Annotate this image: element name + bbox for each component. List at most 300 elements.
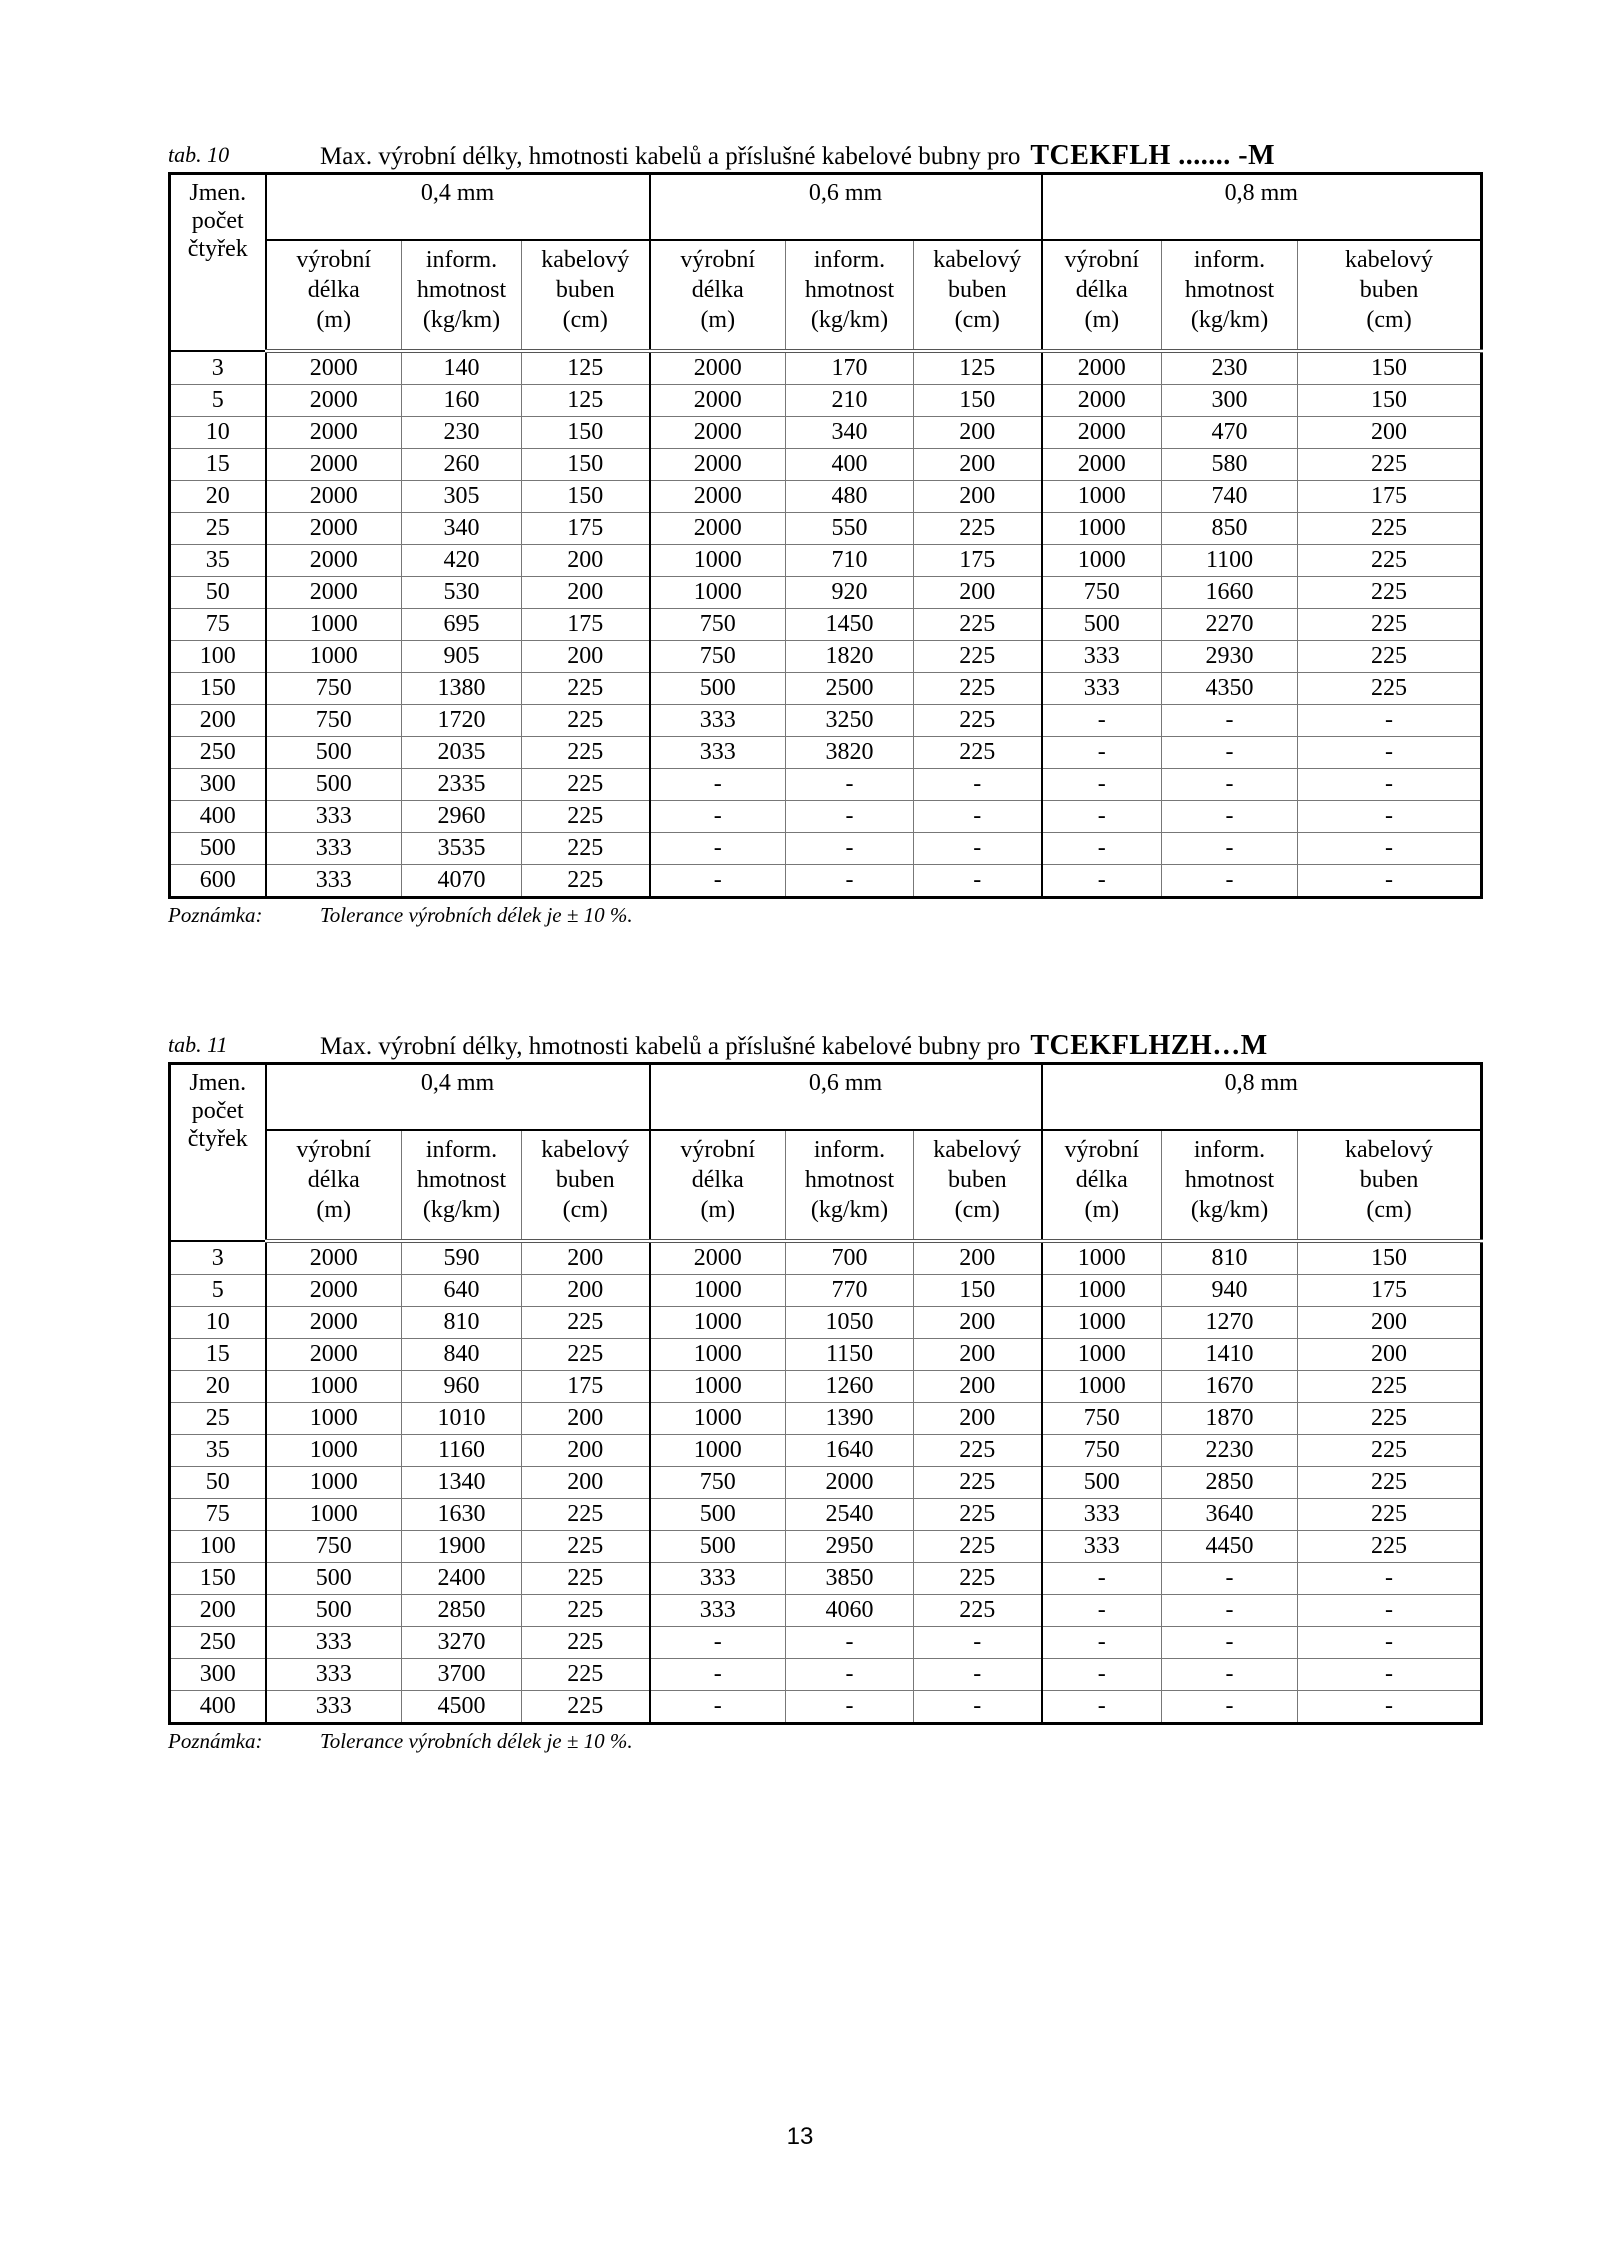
table-cell: 200 [914, 481, 1042, 513]
table-cell: 160 [402, 385, 522, 417]
table-cell: 210 [786, 385, 914, 417]
table-cell: - [650, 833, 786, 865]
table-cell: 225 [914, 737, 1042, 769]
header-line: počet [191, 1098, 244, 1124]
table-cell: 1000 [266, 609, 402, 641]
header-line: buben [555, 1167, 615, 1193]
header-line: (cm) [1366, 307, 1412, 333]
header-line: (kg/km) [1190, 1197, 1269, 1223]
table-cell: - [650, 1659, 786, 1691]
header-line: inform. [813, 1137, 886, 1163]
table-cell: 1380 [402, 673, 522, 705]
table-row [170, 449, 1482, 481]
table-cell: 750 [650, 1467, 786, 1499]
table-cell: 333 [1042, 1499, 1162, 1531]
table-cell: 200 [1298, 1307, 1482, 1339]
table-block-tab10 [168, 140, 1480, 929]
table-row [170, 769, 1482, 801]
table-cell: - [1162, 833, 1298, 865]
table-cell: 1340 [402, 1467, 522, 1499]
table-cell: 1000 [650, 577, 786, 609]
header-row-columns [170, 240, 1482, 351]
table-cell: 225 [914, 641, 1042, 673]
header-line: hmotnost [804, 1167, 895, 1193]
table-cell: 2000 [650, 385, 786, 417]
table-cell: 225 [522, 801, 650, 833]
header-line: kabelový [933, 1137, 1022, 1163]
table-cell: 333 [650, 737, 786, 769]
header-line: hmotnost [416, 277, 507, 303]
table-cell: - [1298, 769, 1482, 801]
table-cell: - [1298, 737, 1482, 769]
table-cell: - [786, 801, 914, 833]
header-cell-column [266, 240, 402, 351]
table-cell: 3535 [402, 833, 522, 865]
table-cell: 225 [522, 705, 650, 737]
table-cell: 225 [522, 1627, 650, 1659]
table-cell: - [1042, 1627, 1162, 1659]
table-cell: 2270 [1162, 609, 1298, 641]
table-cell: 1000 [1042, 481, 1162, 513]
table-row [170, 1627, 1482, 1659]
table-cell: 1260 [786, 1371, 914, 1403]
table-cell: 150 [914, 385, 1042, 417]
table-cell: - [786, 833, 914, 865]
table-cell: 225 [914, 1499, 1042, 1531]
table-cell: 2000 [1042, 385, 1162, 417]
header-cell-column [650, 1130, 786, 1241]
table-cell: 1410 [1162, 1339, 1298, 1371]
table-cell: 1000 [266, 1403, 402, 1435]
table-cell: - [1298, 1659, 1482, 1691]
table-cell: 700 [786, 1241, 914, 1275]
table-cell: 225 [522, 1499, 650, 1531]
table-cell: - [650, 1691, 786, 1724]
table-cell: 200 [522, 641, 650, 673]
header-line: (cm) [1366, 1197, 1412, 1223]
table-row [170, 609, 1482, 641]
table-cell: 225 [522, 1595, 650, 1627]
table-cell: 150 [1298, 385, 1482, 417]
table-cell: 225 [1298, 1467, 1482, 1499]
table-row [170, 801, 1482, 833]
table-cell: 3640 [1162, 1499, 1298, 1531]
table-cell: 225 [522, 1307, 650, 1339]
table-cell: 420 [402, 545, 522, 577]
table-cell: 920 [786, 577, 914, 609]
table-cell: 400 [170, 1691, 266, 1724]
table-cell: - [914, 833, 1042, 865]
table-cell: 810 [402, 1307, 522, 1339]
table-cell: 1050 [786, 1307, 914, 1339]
table-cell: 2000 [650, 1241, 786, 1275]
table-cell: 225 [914, 673, 1042, 705]
header-cell-column [1298, 240, 1482, 351]
table-title [320, 140, 1275, 172]
header-line: buben [947, 1167, 1007, 1193]
table-cell: 333 [650, 705, 786, 737]
table-cell: 3820 [786, 737, 914, 769]
table-cell: 200 [914, 1371, 1042, 1403]
table-cell: 695 [402, 609, 522, 641]
table-cell: 960 [402, 1371, 522, 1403]
table-cell: 1010 [402, 1403, 522, 1435]
table-cell: 500 [650, 1499, 786, 1531]
table-cell: 1000 [650, 545, 786, 577]
table-cell: 175 [914, 545, 1042, 577]
table-cell: 200 [522, 1241, 650, 1275]
table-cell: - [650, 1627, 786, 1659]
header-line: buben [1359, 277, 1419, 303]
table-cell: 15 [170, 449, 266, 481]
table-cell: 175 [522, 609, 650, 641]
table-row [170, 1339, 1482, 1371]
table-row [170, 1403, 1482, 1435]
table-cell: 1000 [266, 1467, 402, 1499]
table-cell: 400 [786, 449, 914, 481]
table-cell: 710 [786, 545, 914, 577]
table-cell: - [1162, 1595, 1298, 1627]
table-cell: - [1298, 801, 1482, 833]
table-cell: 225 [522, 769, 650, 801]
table-cell: 225 [1298, 1371, 1482, 1403]
table-cell: - [1162, 801, 1298, 833]
table-cell: 225 [1298, 449, 1482, 481]
table-cell: - [1298, 705, 1482, 737]
table-cell: 140 [402, 351, 522, 385]
table-cell: 175 [1298, 1275, 1482, 1307]
table-row [170, 833, 1482, 865]
table-cell: 2000 [650, 513, 786, 545]
table-cell: 340 [786, 417, 914, 449]
table-header [170, 1064, 1482, 1242]
header-line: kabelový [1345, 247, 1434, 273]
table-cell: 225 [914, 1435, 1042, 1467]
table-cell: 333 [650, 1595, 786, 1627]
table-cell: 4070 [402, 865, 522, 898]
table-row [170, 1595, 1482, 1627]
table-cell: 333 [266, 801, 402, 833]
table-cell: - [1162, 769, 1298, 801]
table-row [170, 351, 1482, 385]
table-cell: 4060 [786, 1595, 914, 1627]
table-cell: 2400 [402, 1563, 522, 1595]
table-cell: - [1042, 737, 1162, 769]
table-cell: 225 [914, 1467, 1042, 1499]
header-line: délka [691, 277, 744, 303]
table-row [170, 1467, 1482, 1499]
table-cell: 333 [1042, 673, 1162, 705]
table-cell: - [786, 1627, 914, 1659]
table-cell: - [1298, 865, 1482, 898]
table-cell: 225 [522, 865, 650, 898]
table-cell: 2930 [1162, 641, 1298, 673]
table-cell: 10 [170, 1307, 266, 1339]
table-cell: 150 [522, 449, 650, 481]
table-cell: 2000 [266, 351, 402, 385]
table-cell: - [786, 865, 914, 898]
table-cell: 1000 [1042, 1307, 1162, 1339]
table-cell: 1670 [1162, 1371, 1298, 1403]
table-caption [168, 140, 1480, 172]
table-cell: 2000 [650, 481, 786, 513]
header-cell-column [786, 240, 914, 351]
header-line: (cm) [954, 1197, 1000, 1223]
table-cell: 200 [1298, 417, 1482, 449]
table-cell: 340 [402, 513, 522, 545]
header-line: délka [307, 1167, 360, 1193]
table-note [168, 899, 1480, 929]
table-cell: 500 [170, 833, 266, 865]
table-cell: 2000 [266, 385, 402, 417]
table-cell: 150 [914, 1275, 1042, 1307]
table-cell: 1000 [1042, 1241, 1162, 1275]
header-line: inform. [1193, 1137, 1266, 1163]
header-line: výrobní [680, 247, 756, 273]
cable-table [168, 172, 1483, 899]
table-cell: 225 [522, 833, 650, 865]
table-cell: - [650, 801, 786, 833]
table-cell: 175 [522, 1371, 650, 1403]
table-cell: 175 [522, 513, 650, 545]
table-cell: 2960 [402, 801, 522, 833]
table-cell: 150 [1298, 351, 1482, 385]
note-label: Poznámka: [168, 1729, 263, 1753]
table-cell: 3850 [786, 1563, 914, 1595]
table-cell: 225 [914, 609, 1042, 641]
table-cell: 333 [266, 1627, 402, 1659]
table-cell: 1000 [650, 1339, 786, 1371]
table-row [170, 417, 1482, 449]
table-cell: 400 [170, 801, 266, 833]
table-cell: 225 [522, 1659, 650, 1691]
table-cell: 230 [402, 417, 522, 449]
header-cell-group: 0,4 mm [266, 1064, 650, 1131]
table-cell: 150 [170, 673, 266, 705]
table-cell: 50 [170, 577, 266, 609]
table-cell: - [1042, 1691, 1162, 1724]
table-cell: 750 [650, 609, 786, 641]
table-cell: 600 [170, 865, 266, 898]
table-cell: 5 [170, 385, 266, 417]
header-cell-column [786, 1130, 914, 1241]
table-cell: 4350 [1162, 673, 1298, 705]
table-cell: 225 [1298, 513, 1482, 545]
table-cell: 125 [914, 351, 1042, 385]
header-cell-column [402, 240, 522, 351]
header-cell-column [1042, 240, 1162, 351]
table-cell: - [1162, 1627, 1298, 1659]
header-line: výrobní [680, 1137, 756, 1163]
table-row [170, 1563, 1482, 1595]
header-line: čtyřek [187, 236, 248, 262]
table-cell: 75 [170, 609, 266, 641]
table-cell: 333 [266, 865, 402, 898]
table-cell: 1720 [402, 705, 522, 737]
table-cell: 1900 [402, 1531, 522, 1563]
table-cell: 333 [266, 1659, 402, 1691]
table-cell: 1820 [786, 641, 914, 673]
table-cell: 150 [522, 481, 650, 513]
table-row [170, 865, 1482, 898]
table-cell: 840 [402, 1339, 522, 1371]
table-cell: 225 [522, 1563, 650, 1595]
header-cell-column [1162, 1130, 1298, 1241]
table-cell: 1000 [650, 1435, 786, 1467]
table-cell: 530 [402, 577, 522, 609]
table-cell: 580 [1162, 449, 1298, 481]
table-cell: 20 [170, 481, 266, 513]
table-cell: 225 [1298, 641, 1482, 673]
table-cell: 1000 [650, 1275, 786, 1307]
table-cell: 200 [170, 1595, 266, 1627]
table-cell: - [1298, 1595, 1482, 1627]
table-cell: 750 [1042, 1435, 1162, 1467]
header-line: hmotnost [1184, 277, 1275, 303]
table-cell: 3 [170, 1241, 266, 1275]
table-cell: 250 [170, 737, 266, 769]
table-cell: 1100 [1162, 545, 1298, 577]
table-cell: 225 [522, 1339, 650, 1371]
table-cell: 2540 [786, 1499, 914, 1531]
table-cell: 750 [266, 705, 402, 737]
table-cell: 25 [170, 1403, 266, 1435]
table-cell: 200 [914, 1403, 1042, 1435]
table-cell: 2000 [1042, 417, 1162, 449]
table-cell: 150 [522, 417, 650, 449]
table-row [170, 1307, 1482, 1339]
table-cell: - [914, 1627, 1042, 1659]
table-cell: 2000 [650, 351, 786, 385]
header-line: (m) [1084, 1197, 1120, 1223]
table-cell: 225 [914, 1595, 1042, 1627]
table-title-text: Max. výrobní délky, hmotnosti kabelů a příslušné kabelové bubny pro [320, 1033, 1021, 1060]
table-cell: - [1042, 865, 1162, 898]
table-cell: 333 [1042, 641, 1162, 673]
note-label: Poznámka: [168, 903, 263, 927]
table-cell: 225 [1298, 545, 1482, 577]
table-cell: 2000 [266, 449, 402, 481]
table-cell: 2000 [266, 1275, 402, 1307]
header-line: (kg/km) [1190, 307, 1269, 333]
table-row [170, 1499, 1482, 1531]
table-cell: 75 [170, 1499, 266, 1531]
header-line: délka [1075, 1167, 1128, 1193]
table-cell: 300 [1162, 385, 1298, 417]
table-cell: 750 [1042, 1403, 1162, 1435]
header-line: (kg/km) [422, 307, 501, 333]
table-cell: 2000 [1042, 351, 1162, 385]
table-cell: - [786, 769, 914, 801]
header-cell-group: 0,6 mm [650, 1064, 1042, 1131]
header-cell-column [1162, 240, 1298, 351]
header-line: hmotnost [416, 1167, 507, 1193]
table-cell: 200 [522, 545, 650, 577]
table-cell: 200 [914, 417, 1042, 449]
table-cell: 750 [650, 641, 786, 673]
table-cell: 2000 [266, 1241, 402, 1275]
table-cell: 200 [914, 1307, 1042, 1339]
header-line: inform. [813, 247, 886, 273]
table-cell: 940 [1162, 1275, 1298, 1307]
header-cell-column [1042, 1130, 1162, 1241]
table-cell: 1000 [1042, 1275, 1162, 1307]
table-cell: 1160 [402, 1435, 522, 1467]
header-cell-group: 0,4 mm [266, 174, 650, 241]
table-cell: 2000 [266, 1339, 402, 1371]
header-line: (m) [700, 1197, 736, 1223]
table-cell: 1000 [650, 1307, 786, 1339]
table-cell: 200 [914, 1339, 1042, 1371]
table-cell: 1630 [402, 1499, 522, 1531]
table-cell: 225 [522, 1531, 650, 1563]
header-line: výrobní [1064, 1137, 1140, 1163]
table-row [170, 1371, 1482, 1403]
table-cell: 200 [522, 1275, 650, 1307]
table-cell: 2000 [650, 417, 786, 449]
table-cell: - [1042, 801, 1162, 833]
table-cell: - [1042, 1595, 1162, 1627]
table-cell: 1000 [1042, 513, 1162, 545]
table-cell: 4450 [1162, 1531, 1298, 1563]
table-row [170, 1659, 1482, 1691]
table-block-tab11 [168, 1030, 1480, 1755]
table-cell: 1870 [1162, 1403, 1298, 1435]
header-line: Jmen. [189, 180, 247, 206]
table-cell: - [1298, 1627, 1482, 1659]
header-line: Jmen. [189, 1070, 247, 1096]
table-cell: 2000 [266, 481, 402, 513]
table-row [170, 545, 1482, 577]
table-row [170, 577, 1482, 609]
table-cell: 225 [1298, 1531, 1482, 1563]
table-cell: 225 [914, 1563, 1042, 1595]
table-cell: 150 [1298, 1241, 1482, 1275]
table-cell: 770 [786, 1275, 914, 1307]
table-cell: - [650, 865, 786, 898]
table-row [170, 1275, 1482, 1307]
header-cell-group: 0,8 mm [1042, 1064, 1482, 1131]
header-line: buben [947, 277, 1007, 303]
header-line: (m) [700, 307, 736, 333]
table-cell: 640 [402, 1275, 522, 1307]
table-cell: 2000 [266, 513, 402, 545]
table-cell: 175 [1298, 481, 1482, 513]
table-cell: 3250 [786, 705, 914, 737]
table-caption [168, 1030, 1480, 1062]
table-cell: - [914, 769, 1042, 801]
table-cell: 2035 [402, 737, 522, 769]
table-cell: 200 [522, 577, 650, 609]
table-row [170, 385, 1482, 417]
table-cell: 333 [1042, 1531, 1162, 1563]
table-cell: - [1042, 769, 1162, 801]
table-cell: 480 [786, 481, 914, 513]
table-cell: 750 [266, 1531, 402, 1563]
table-cell: 2850 [402, 1595, 522, 1627]
table-cell: 500 [1042, 1467, 1162, 1499]
table-cell: 2950 [786, 1531, 914, 1563]
header-line: kabelový [1345, 1137, 1434, 1163]
header-line: kabelový [541, 1137, 630, 1163]
header-line: inform. [425, 247, 498, 273]
table-cell: - [914, 865, 1042, 898]
table-row [170, 1531, 1482, 1563]
table-cell: 1000 [650, 1403, 786, 1435]
table-cell: 500 [266, 1595, 402, 1627]
table-number: tab. 10 [168, 142, 230, 167]
table-cell: - [786, 1691, 914, 1724]
